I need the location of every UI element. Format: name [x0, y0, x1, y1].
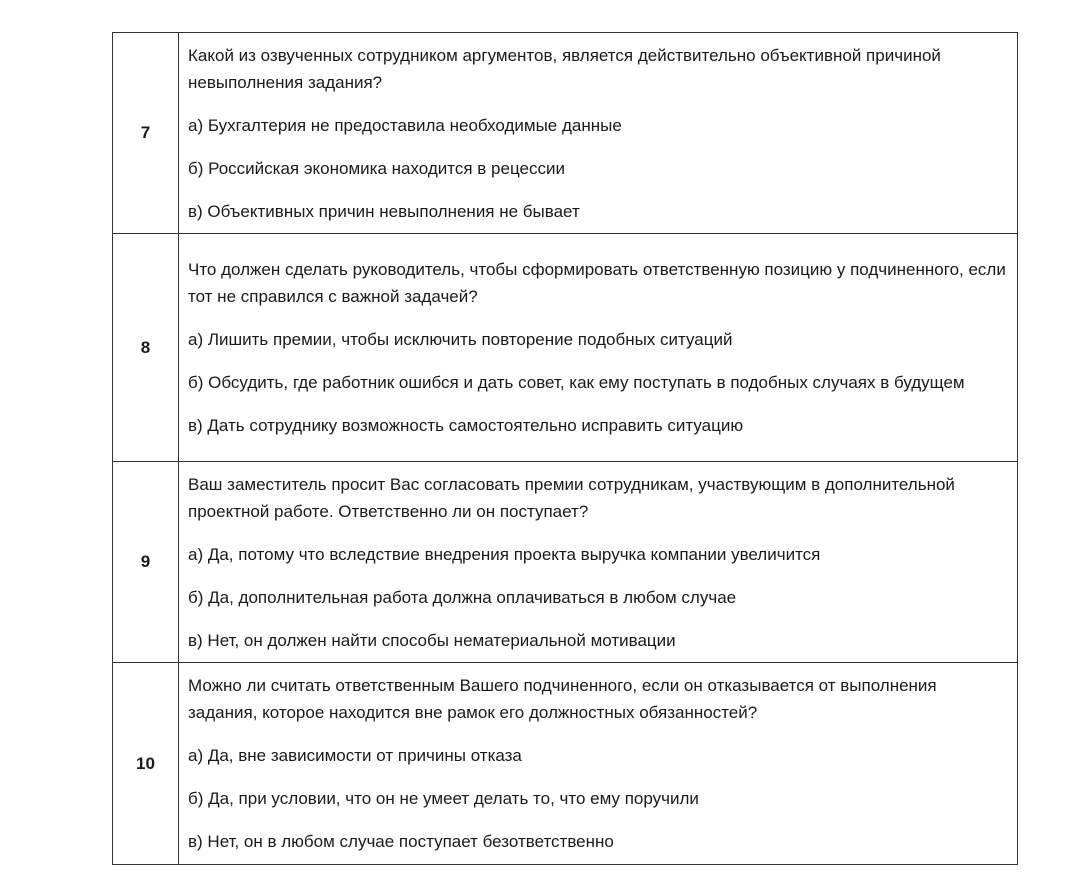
- question-content: [179, 663, 1018, 865]
- answer-option-a: а) Лишить премии, чтобы исключить повторение подобных ситуаций: [188, 330, 733, 349]
- answer-option-c: в) Нет, он должен найти способы нематериальной мотивации: [188, 630, 676, 650]
- question-content: [179, 462, 1018, 663]
- answer-option-a: а) Да, вне зависимости от причины отказа: [188, 746, 522, 765]
- question-content: [179, 33, 1018, 234]
- question-number: 9: [113, 462, 179, 663]
- answer-option-a: а) Бухгалтерия не предоставила необходимые данные: [188, 115, 622, 135]
- table-row: [113, 462, 1018, 663]
- answer-option-c: в) Нет, он в любом случае поступает безответственно: [188, 832, 614, 851]
- question-number: 7: [113, 33, 179, 234]
- answer-option-b: б) Да, при условии, что он не умеет делать то, что ему поручили: [188, 789, 699, 808]
- question-text: Ваш заместитель просит Вас согласовать премии сотрудникам, участвующим в дополнительной проектной работе. Ответственно ли он поступает?: [188, 474, 955, 521]
- quiz-table: [112, 32, 1018, 865]
- question-number: 8: [113, 234, 179, 462]
- question-text: Что должен сделать руководитель, чтобы сформировать ответственную позицию у подчиненного, если тот не справился с важной задачей?: [188, 260, 1006, 306]
- question-number: 10: [113, 663, 179, 865]
- question-text: Можно ли считать ответственным Вашего подчиненного, если он отказывается от выполнения задания, которое находится вне рамок его должностных обязанностей?: [188, 676, 937, 722]
- answer-option-c: в) Дать сотруднику возможность самостоятельно исправить ситуацию: [188, 416, 744, 435]
- table-row: [113, 33, 1018, 234]
- answer-option-a: а) Да, потому что вследствие внедрения проекта выручка компании увеличится: [188, 544, 821, 564]
- answer-option-c: в) Объективных причин невыполнения не бывает: [188, 201, 580, 221]
- table-row: [113, 663, 1018, 865]
- answer-option-b: б) Да, дополнительная работа должна оплачиваться в любом случае: [188, 587, 737, 607]
- answer-option-b: б) Российская экономика находится в рецессии: [188, 158, 565, 178]
- answer-option-b: б) Обсудить, где работник ошибся и дать совет, как ему поступать в подобных случаях в будущем: [188, 373, 965, 392]
- table-row: [113, 234, 1018, 462]
- question-content: [179, 234, 1018, 462]
- question-text: Какой из озвученных сотрудником аргументов, является действительно объективной причиной невыполнения задания?: [188, 45, 941, 92]
